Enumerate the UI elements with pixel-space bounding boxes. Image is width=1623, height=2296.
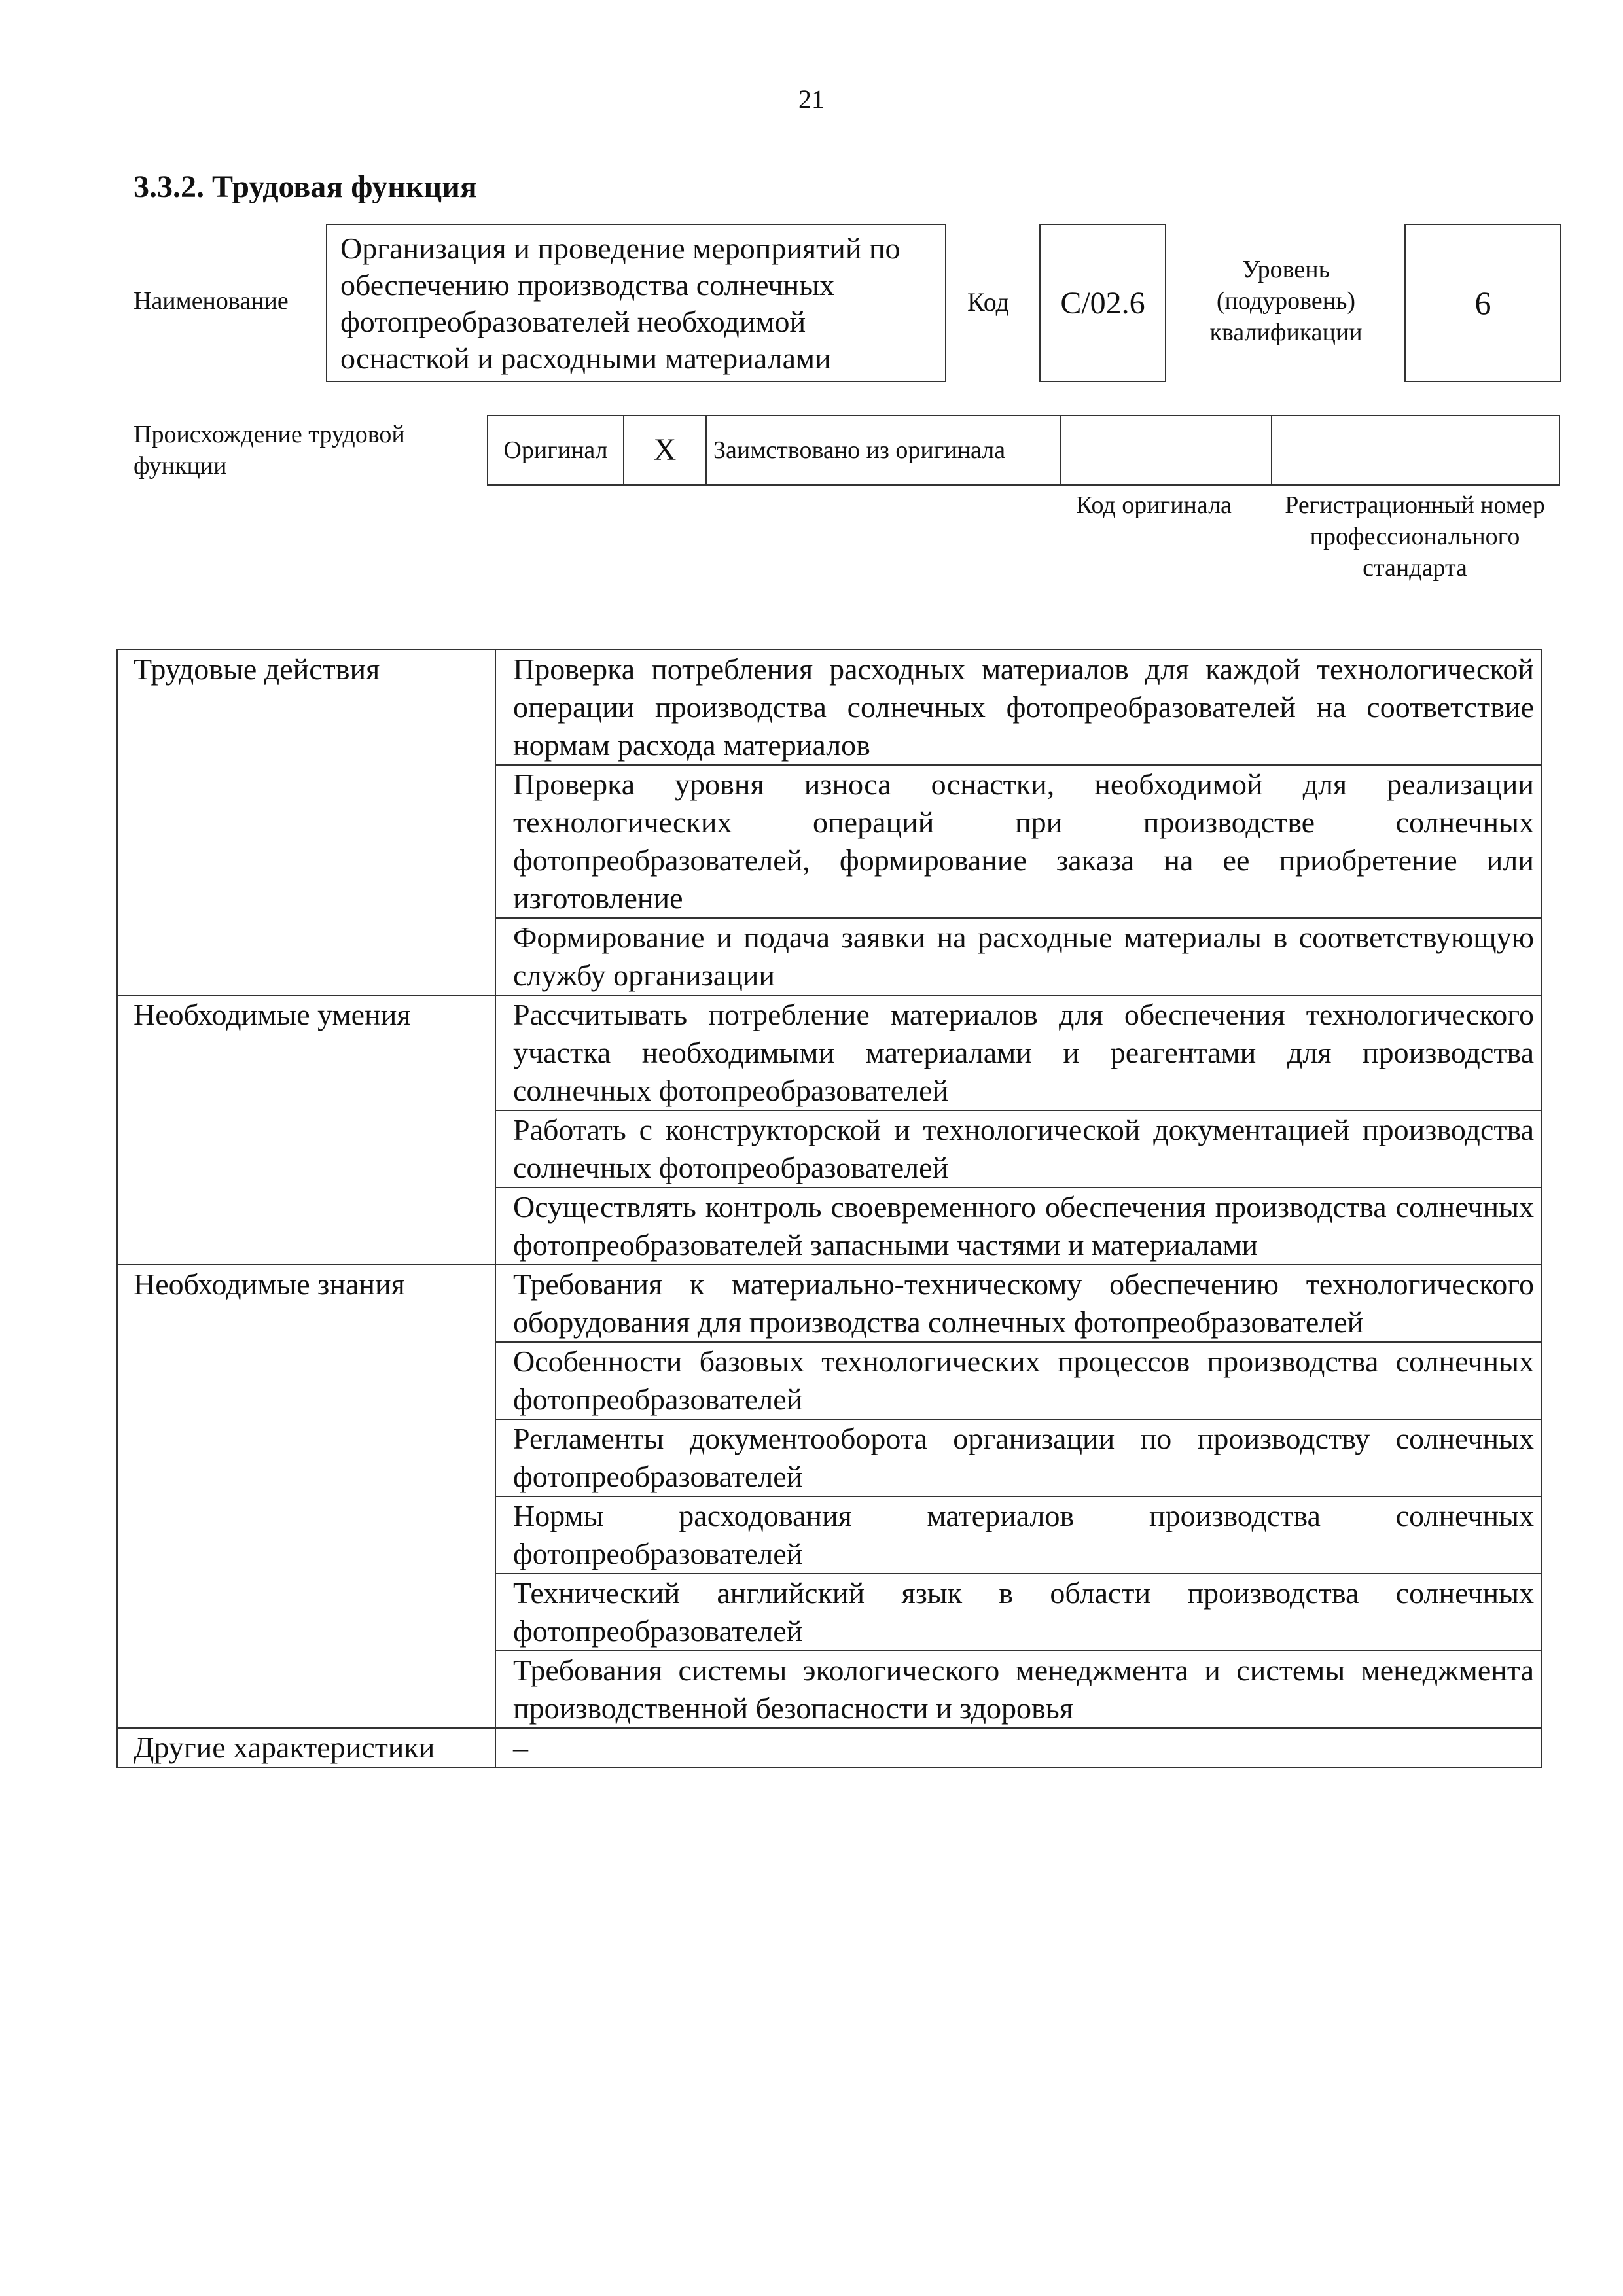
table-row (117, 1265, 1541, 1342)
table-row (117, 1728, 1541, 1767)
requirement-item: Проверка уровня износа оснастки, необходимой для реализации технологических операций при производстве солнечных фотопреобразователей, формирование заказа на ее приобретение или изготовление (495, 765, 1541, 918)
qualification-level-label: Уровень (подуровень) квалификации (1209, 256, 1363, 346)
requirement-item: Рассчитывать потребление материалов для обеспечения технологического участка необходимыми материалами и реагентами для производства солнечных фотопреобразователей (495, 995, 1541, 1110)
requirement-item: Осуществлять контроль своевременного обеспечения производства солнечных фотопреобразователей запасными частями и материалами (495, 1188, 1541, 1265)
registration-number-caption: Регистрационный номер профессионального стандарта (1285, 491, 1545, 582)
requirement-item: Регламенты документооборота организации по производству солнечных фотопреобразователей (495, 1419, 1541, 1496)
function-name-value: Организация и проведение мероприятий по обеспечению производства солнечных фотопреобразователей необходимой оснасткой и расходными материалами (326, 224, 946, 382)
origin-label: Происхождение трудовой функции (134, 421, 405, 480)
requirement-item: Требования к материально-техническому обеспечению технологического оборудования для производства солнечных фотопреобразователей (495, 1265, 1541, 1342)
requirement-item: Особенности базовых технологических процессов производства солнечных фотопреобразователей (495, 1342, 1541, 1419)
requirement-item: Работать с конструкторской и технологической документацией производства солнечных фотопреобразователей (495, 1110, 1541, 1188)
requirement-item: Технический английский язык в области производства солнечных фотопреобразователей (495, 1574, 1541, 1651)
table-row (117, 995, 1541, 1110)
requirement-item: Нормы расходования материалов производства солнечных фотопреобразователей (495, 1496, 1541, 1574)
requirement-item: – (495, 1728, 1541, 1767)
registration-number-cell (1272, 415, 1560, 485)
requirements-table-body (117, 650, 1541, 1767)
name-label: Наименование (134, 287, 289, 315)
original-mark: X (624, 415, 706, 485)
requirements-table (116, 649, 1542, 1768)
qualification-level-value: 6 (1404, 224, 1561, 382)
origin-table (487, 415, 1560, 486)
original-label: Оригинал (488, 415, 624, 485)
requirement-item: Требования системы экологического менеджмента и системы менеджмента производственной безопасности и здоровья (495, 1651, 1541, 1728)
page-number: 21 (798, 84, 825, 114)
original-code-caption: Код оригинала (1076, 491, 1232, 519)
requirement-item: Проверка потребления расходных материалов для каждой технологической операции производства солнечных фотопреобразователей на соответствие нормам расхода материалов (495, 650, 1541, 765)
category-cell: Трудовые действия (117, 650, 495, 995)
requirement-item: Формирование и подача заявки на расходные материалы в соответствующую службу организации (495, 918, 1541, 995)
category-cell: Необходимые знания (117, 1265, 495, 1728)
original-code-cell (1061, 415, 1272, 485)
code-value: C/02.6 (1039, 224, 1166, 382)
category-cell: Другие характеристики (117, 1728, 495, 1767)
category-cell: Необходимые умения (117, 995, 495, 1265)
section-title: 3.3.2. Трудовая функция (134, 169, 477, 204)
table-row (117, 650, 1541, 765)
borrowed-label: Заимствовано из оригинала (706, 415, 1061, 485)
code-label: Код (967, 287, 1009, 317)
